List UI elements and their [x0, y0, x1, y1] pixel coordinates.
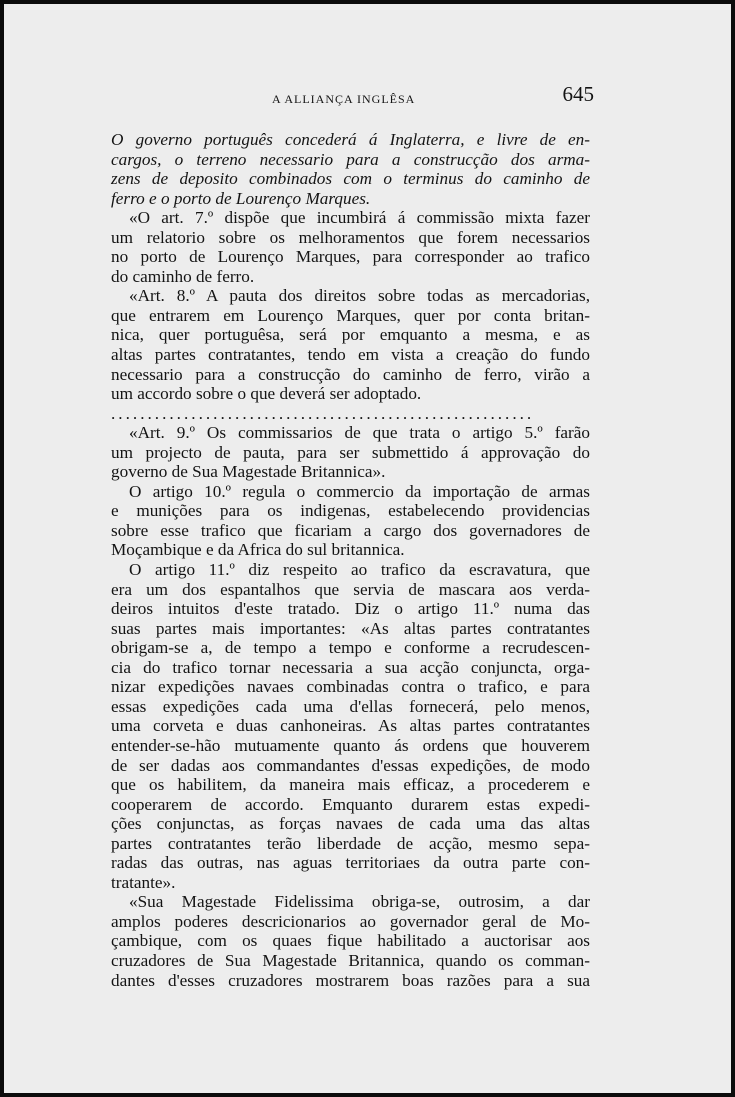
text-line: ferro e o porto de Lourenço Marques. — [111, 188, 371, 208]
text-line: um projecto de pauta, para ser submettido á approvação do — [111, 442, 590, 462]
text-line: çambique, com os quaes fique habilitado a auctorisar aos — [111, 931, 590, 951]
page-number: 645 — [562, 82, 594, 106]
text-line: amplos poderes descricionarios ao governador geral de Mo- — [111, 911, 590, 931]
text-line: cia do trafico tornar necessaria a sua acção conjuncta, orga- — [111, 657, 590, 677]
text-line: partes contratantes terão liberdade de acção, mesmo sepa- — [111, 833, 590, 853]
text-line: radas das outras, nas aguas territoriaes da outra parte con- — [111, 853, 590, 873]
text-line: «O art. 7.º dispõe que incumbirá á commissão mixta fazer — [129, 208, 590, 228]
text-line: deiros intuitos d'este tratado. Diz o artigo 11.º numa das — [111, 599, 590, 619]
text-line: era um dos espantalhos que servia de mascara aos verda- — [111, 579, 590, 599]
text-line: sobre esse trafico que ficariam a cargo dos governadores de — [111, 520, 590, 540]
text-line: que entrarem em Lourenço Marques, quer por conta britan- — [111, 305, 590, 325]
text-line: obrigam-se a, de tempo a tempo e conforme a recrudescen- — [111, 638, 590, 658]
text-line: O governo português concederá á Inglaterra, e livre de en- — [111, 130, 590, 149]
text-line: governo de Sua Magestade Britannica». — [111, 462, 386, 482]
ellipsis-separator: .......................................................... — [111, 403, 535, 423]
text-line: cruzadores de Sua Magestade Britannica, quando os comman- — [111, 950, 590, 970]
text-line: nizar expedições navaes combinadas contra o trafico, e para — [111, 677, 590, 697]
text-line: dantes d'esses cruzadores mostrarem boas razões para a sua — [111, 970, 590, 990]
text-line: de ser dadas aos commandantes d'essas expedições, de modo — [111, 755, 590, 775]
text-line: do caminho de ferro. — [111, 266, 255, 286]
page-header — [112, 82, 592, 112]
text-line: «Art. 8.º A pauta dos direitos sobre todas as mercadorias, — [129, 286, 590, 306]
text-line: «Art. 9.º Os commissarios de que trata o artigo 5.º farão — [129, 423, 590, 443]
running-head: A ALLIANÇA INGLÊSA — [272, 92, 416, 106]
text-line: um relatorio sobre os melhoramentos que forem necessarios — [111, 227, 590, 247]
text-line: suas partes mais importantes: «As altas partes contratantes — [111, 618, 590, 638]
text-line: uma corveta e duas canhoneiras. As altas partes contratantes — [111, 716, 590, 736]
text-line: tratante». — [111, 872, 176, 892]
text-line: O artigo 10.º regula o commercio da importação de armas — [129, 481, 590, 501]
text-line: um accordo sobre o que deverá ser adoptado. — [111, 384, 422, 404]
text-line: que os habilitem, da maneira mais efficaz, a procederem e — [111, 775, 590, 795]
text-line: no porto de Lourenço Marques, para corresponder ao trafico — [111, 247, 590, 267]
text-line: cargos, o terreno necessario para a construcção dos arma- — [111, 149, 590, 169]
text-line: cooperarem de accordo. Emquanto durarem estas expedi- — [111, 794, 590, 814]
text-line: zens de deposito combinados com o terminus do caminho de — [111, 169, 590, 189]
text-line: «Sua Magestade Fidelissima obriga-se, outrosim, a dar — [129, 892, 590, 912]
body-text — [111, 130, 590, 990]
text-line: O artigo 11.º diz respeito ao trafico da escravatura, que — [129, 560, 590, 580]
text-line: nica, quer portuguêsa, será por emquanto a mesma, e as — [111, 325, 590, 345]
text-line: entender-se-hão mutuamente quanto ás ordens que houverem — [111, 735, 590, 755]
text-line: altas partes contratantes, tendo em vista a creação do fundo — [111, 345, 590, 365]
text-line: e munições para os indigenas, estabelecendo providencias — [111, 501, 590, 521]
text-line: ções conjunctas, as forças navaes de cada uma das altas — [111, 814, 590, 834]
text-line: necessario para a construcção do caminho de ferro, virão a — [111, 364, 590, 384]
text-line: essas expedições cada uma d'ellas fornecerá, pelo menos, — [111, 696, 590, 716]
text-line: Moçambique e da Africa do sul britannica. — [111, 540, 405, 560]
